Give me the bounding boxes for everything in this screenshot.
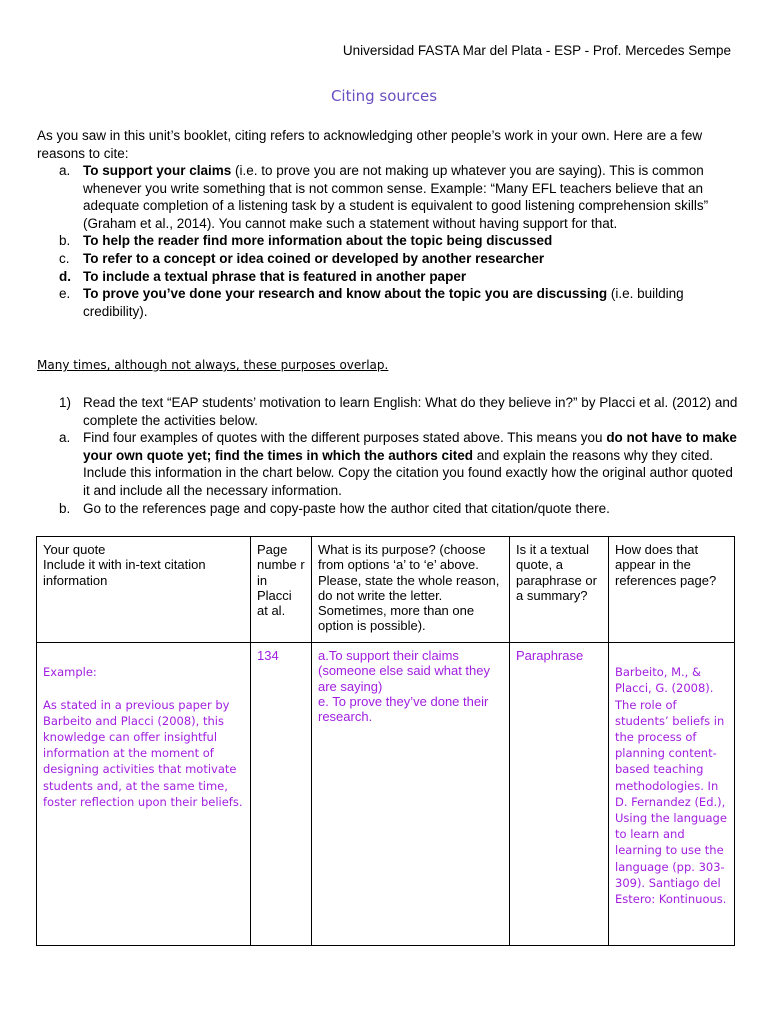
header-your-quote: Your quote Include it with in-text citation information [37, 537, 251, 643]
list-item: 1) Read the text “EAP students’ motivation to learn English: What do they believe in?” by Placci et al. (2012) and complete the activities below. [59, 395, 738, 428]
activities-list [59, 394, 739, 517]
reasons-list [59, 162, 739, 320]
list-item: e. To prove you’ve done your research and know about the topic you are discussing (i.e. building credibility). [59, 286, 684, 319]
cell-reference: Barbeito, M., & Placci, G. (2008). The role of students’ beliefs in the process of planning content-based teaching methodologies. In D. Fernandez (Ed.), Using the language to learn and learning to use the language (pp. 303-309). Santiago del Estero: Kontinuous. [609, 643, 735, 946]
list-item: d. To include a textual phrase that is featured in another paper [59, 268, 467, 284]
header-references: How does that appear in the references page? [609, 537, 735, 643]
cell-type: Paraphrase [510, 643, 609, 946]
list-item: a. Find four examples of quotes with the different purposes stated above. This means you do not have to make your own quote yet; find the times in which the authors cited and explain the reasons why they cited. Include this information in the chart below. Copy the citation you found exactly how the original author quoted it and include all the necessary information. [59, 430, 737, 498]
cell-page: 134 [251, 643, 312, 946]
overlap-note: Many times, although not always, these purposes overlap. [37, 358, 389, 372]
intro-paragraph: As you saw in this unit’s booklet, citing refers to acknowledging other people’s work in your own. Here are a few reasons to cite: [37, 128, 703, 161]
list-item: a. To support your claims (i.e. to prove you are not making up whatever you are saying). This is common whenever you write something that is not common sense. Example: “Many EFL teachers believe that an adequate completion of a listening task by a student is equivalent to good listening comprehension skills” (Graham et al., 2014). You cannot make such a statement without having support for that. [59, 163, 709, 231]
list-item: b. Go to the references page and copy-paste how the author cited that citation/quote there. [59, 500, 610, 516]
cell-quote: Example: As stated in a previous paper by Barbeito and Placci (2008), this knowledge can offer insightful information at the moment of designing activities that motivate students and, at the same time, foster reflection upon their beliefs. [37, 643, 251, 946]
header-purpose: What is its purpose? (choose from options ‘a’ to ‘e’ above. Please, state the whole reason, do not write the letter. Sometimes, more than one option is possible). [312, 537, 510, 643]
table-row [37, 643, 735, 946]
list-item: c. To refer to a concept or idea coined or developed by another researcher [59, 250, 545, 266]
table-header-row [37, 537, 735, 643]
page-header: Universidad FASTA Mar del Plata - ESP - Prof. Mercedes Sempe [342, 43, 731, 58]
list-item: b. To help the reader find more information about the topic being discussed [59, 233, 553, 249]
header-page-number: Page numbe r in Placci at al. [251, 537, 312, 643]
page-title: Citing sources [330, 87, 438, 105]
header-quote-type: Is it a textual quote, a paraphrase or a summary? [510, 537, 609, 643]
cell-purpose: a.To support their claims (someone else said what they are saying) e. To prove they’ve done their research. [312, 643, 510, 946]
citation-table [36, 536, 735, 946]
